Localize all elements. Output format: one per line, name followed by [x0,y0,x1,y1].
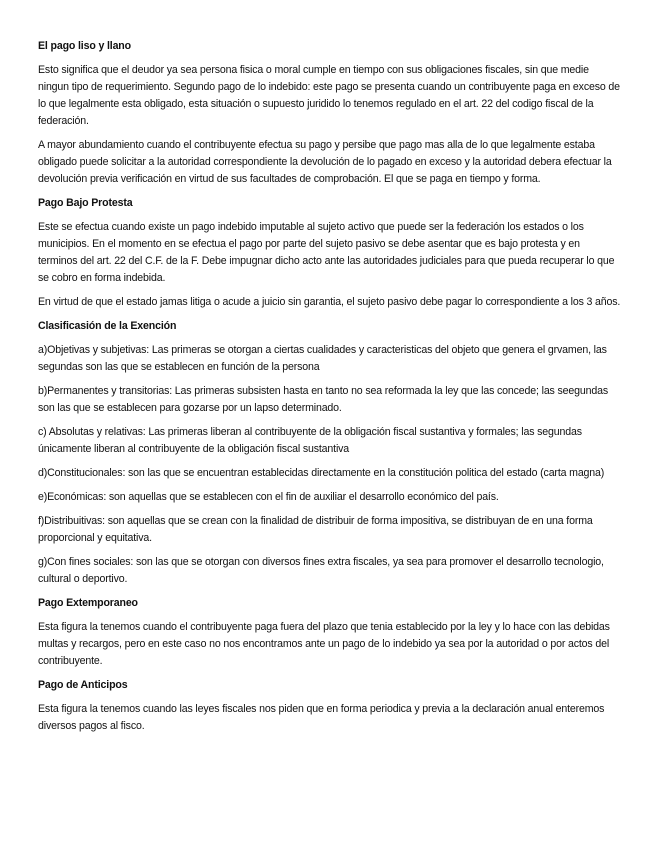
document-page [38,38,622,742]
paragraph: Esta figura la tenemos cuando las leyes fiscales nos piden que en forma periodica y previa a la declaración anual enteremos diversos pagos al fisco. [38,703,605,732]
heading-pago-extemporaneo: Pago Extemporaneo [38,597,138,609]
list-item: e)Económicas: son aquellas que se establecen con el fin de auxiliar el desarrollo económico del país. [38,491,499,503]
heading-pago-bajo-protesta: Pago Bajo Protesta [38,197,133,209]
heading-clasificacion-exencion: Clasificasión de la Exención [38,320,177,332]
paragraph: Este se efectua cuando existe un pago indebido imputable al sujeto activo que puede ser la federación los estados o los municipios. En el momento en se efectua el pago por parte del sujeto pasivo se debe asentar que es bajo protesta y en terminos del art. 22 del C.F. de la F. Debe impugnar dicho acto ante las autoridades judiciales para que pueda recuperar lo que se cobro en forma indebida. [38,221,615,284]
heading-pago-de-anticipos: Pago de Anticipos [38,679,128,691]
list-item: f)Distribuitivas: son aquellas que se crean con la finalidad de distribuir de forma impositiva, se distribuyan de en una forma proporcional y equitativa. [38,515,593,544]
list-item: b)Permanentes y transitorias: Las primeras subsisten hasta en tanto no sea reformada la ley que las concede; las seegundas son las que se establecen para gozarse por un lapso determinado. [38,385,608,414]
list-item: g)Con fines sociales: son las que se otorgan con diversos fines extra fiscales, ya sea para promover el desarrollo tecnologio, cultural o deportivo. [38,556,604,585]
heading-pago-liso-y-llano: El pago liso y llano [38,40,131,52]
list-item: c) Absolutas y relativas: Las primeras liberan al contribuyente de la obligación fiscal sustantiva y formales; las segundas únicamente liberan al contribuyente de la obligación fiscal sustantiva [38,426,582,455]
paragraph: A mayor abundamiento cuando el contribuyente efectua su pago y persibe que pago mas alla de lo que legalmente estaba obligado puede solicitar a la autoridad correspondiente la devolución de lo pagado en exceso y la autoridad debera efectuar la devolución previa verificación en virtud de sus facultades de comprobación. El que se paga en tiempo y forma. [38,139,612,185]
paragraph: En virtud de que el estado jamas litiga o acude a juicio sin garantia, el sujeto pasivo debe pagar lo correspondiente a los 3 años. [38,296,621,308]
paragraph: Esta figura la tenemos cuando el contribuyente paga fuera del plazo que tenia establecido por la ley y lo hace con las debidas multas y recargos, pero en este caso no nos encontramos ante un pago de lo indebido ya sea por la autoridad o por actos del contribuyente. [38,621,610,667]
list-item: a)Objetivas y subjetivas: Las primeras se otorgan a ciertas cualidades y caracteristicas del objeto que genera el grvamen, las segundas son las que se establecen en función de la persona [38,344,607,373]
list-item: d)Constitucionales: son las que se encuentran establecidas directamente en la constitución politica del estado (carta magna) [38,467,605,479]
paragraph: Esto significa que el deudor ya sea persona fisica o moral cumple en tiempo con sus obligaciones fiscales, sin que medie ningun tipo de requerimiento. Segundo pago de lo indebido: este pago se presenta cuando un contribuyente paga en exceso de lo que legalmente esta obligado, esta situación o supuesto juridido lo tenemos regulado en el art. 22 del codigo fiscal de la federación. [38,64,620,127]
